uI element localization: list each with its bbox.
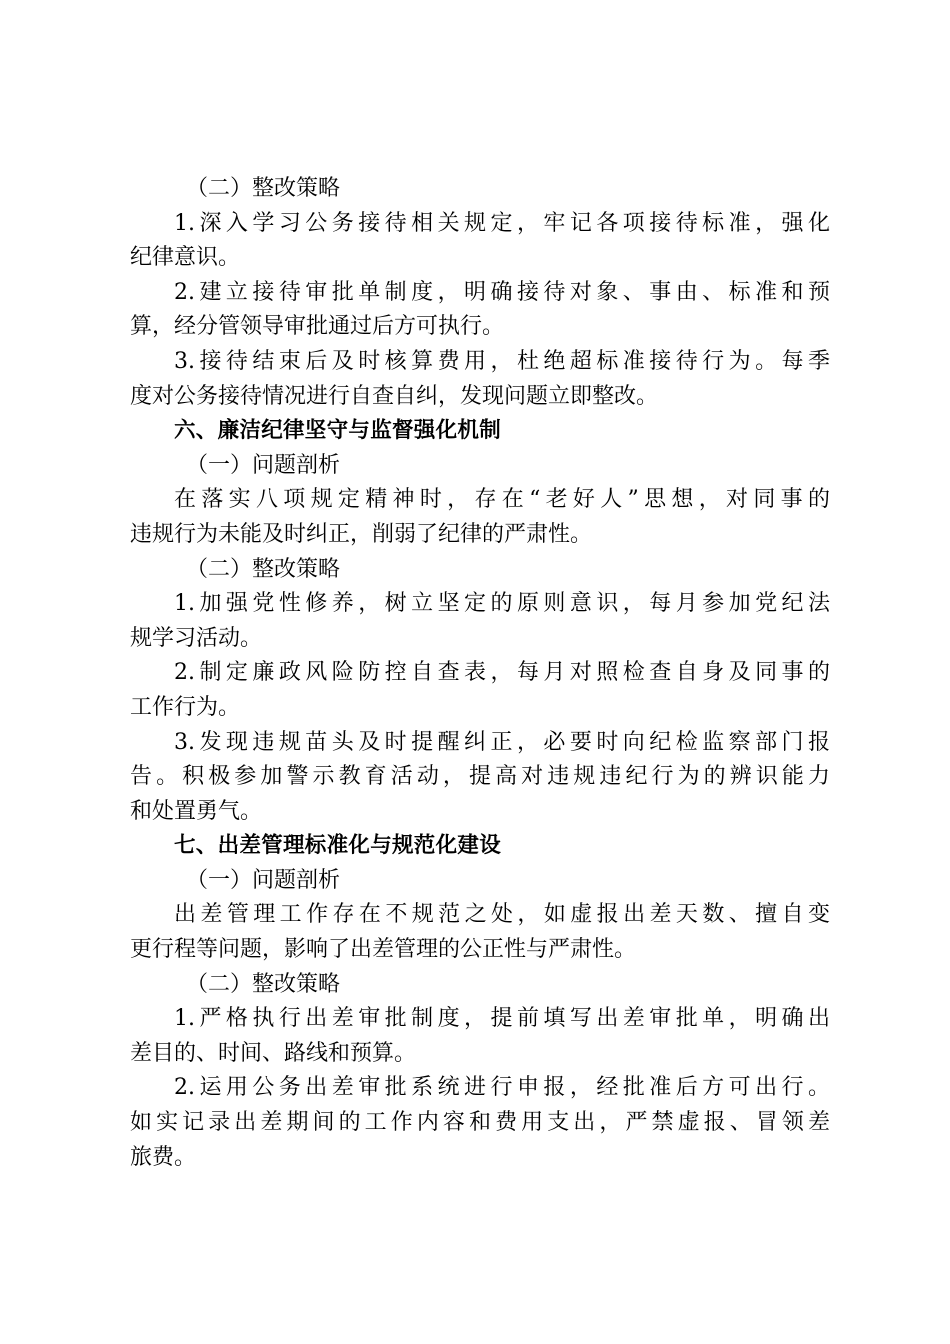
subsection-heading xyxy=(130,449,830,484)
text-line: 1.加强党性修养，树立坚定的原则意识，每月参加党纪法 xyxy=(174,591,830,617)
paragraph xyxy=(130,726,830,830)
text-line: （二）整改策略 xyxy=(186,971,341,997)
text-line: 六、廉洁纪律坚守与监督强化机制 xyxy=(174,418,502,444)
text-line: 算，经分管领导审批通过后方可执行。 xyxy=(130,314,505,340)
paragraph xyxy=(130,276,830,345)
paragraph xyxy=(130,656,830,725)
text-line: （一）问题剖析 xyxy=(186,867,341,893)
text-line: 1.深入学习公务接待相关规定，牢记各项接待标准，强化 xyxy=(174,210,830,236)
text-line: 七、出差管理标准化与规范化建设 xyxy=(174,833,502,859)
text-line: 度对公务接待情况进行自查自纠，发现问题立即整改。 xyxy=(130,383,659,409)
text-line: 差目的、时间、路线和预算。 xyxy=(130,1040,417,1066)
section-heading xyxy=(130,414,830,449)
subsection-heading xyxy=(130,968,830,1003)
text-line: 2.建立接待审批单制度，明确接待对象、事由、标准和预 xyxy=(174,279,830,305)
text-line: （二）整改策略 xyxy=(186,556,341,582)
text-line: 2.运用公务出差审批系统进行申报，经批准后方可出行。 xyxy=(174,1075,830,1101)
text-line: 规学习活动。 xyxy=(130,625,263,651)
subsection-heading xyxy=(130,172,830,207)
paragraph xyxy=(130,345,830,414)
paragraph xyxy=(130,207,830,276)
text-line: 出差管理工作存在不规范之处，如虚报出差天数、擅自变 xyxy=(174,902,830,928)
paragraph xyxy=(130,483,830,552)
paragraph xyxy=(130,1002,830,1071)
text-line: （二）整改策略 xyxy=(186,176,341,201)
section-heading xyxy=(130,829,830,864)
text-line: 如实记录出差期间的工作内容和费用支出，严禁虚报、冒领差 xyxy=(130,1110,830,1136)
text-line: 更行程等问题，影响了出差管理的公正性与严肃性。 xyxy=(130,937,637,963)
text-line: （一）问题剖析 xyxy=(186,452,341,478)
paragraph xyxy=(130,587,830,656)
paragraph xyxy=(130,898,830,967)
text-line: 和处置勇气。 xyxy=(130,798,263,824)
text-line: 告。积极参加警示教育活动，提高对违规违纪行为的辨识能力 xyxy=(130,764,830,790)
text-line: 纪律意识。 xyxy=(130,245,241,271)
text-line: 违规行为未能及时纠正，削弱了纪律的严肃性。 xyxy=(130,521,593,547)
subsection-heading xyxy=(130,864,830,899)
document-body xyxy=(130,172,830,1175)
text-line: 1.严格执行出差审批制度，提前填写出差审批单，明确出 xyxy=(174,1006,830,1032)
text-line: 旅费。 xyxy=(130,1144,197,1170)
paragraph xyxy=(130,1071,830,1175)
subsection-heading xyxy=(130,553,830,588)
text-line: 工作行为。 xyxy=(130,694,241,720)
text-line: 3.接待结束后及时核算费用，杜绝超标准接待行为。每季 xyxy=(174,348,830,374)
text-line: 在落实八项规定精神时，存在“老好人”思想，对同事的 xyxy=(174,487,830,513)
text-line: 3.发现违规苗头及时提醒纠正，必要时向纪检监察部门报 xyxy=(174,729,830,755)
text-line: 2.制定廉政风险防控自查表，每月对照检查自身及同事的 xyxy=(174,660,830,686)
